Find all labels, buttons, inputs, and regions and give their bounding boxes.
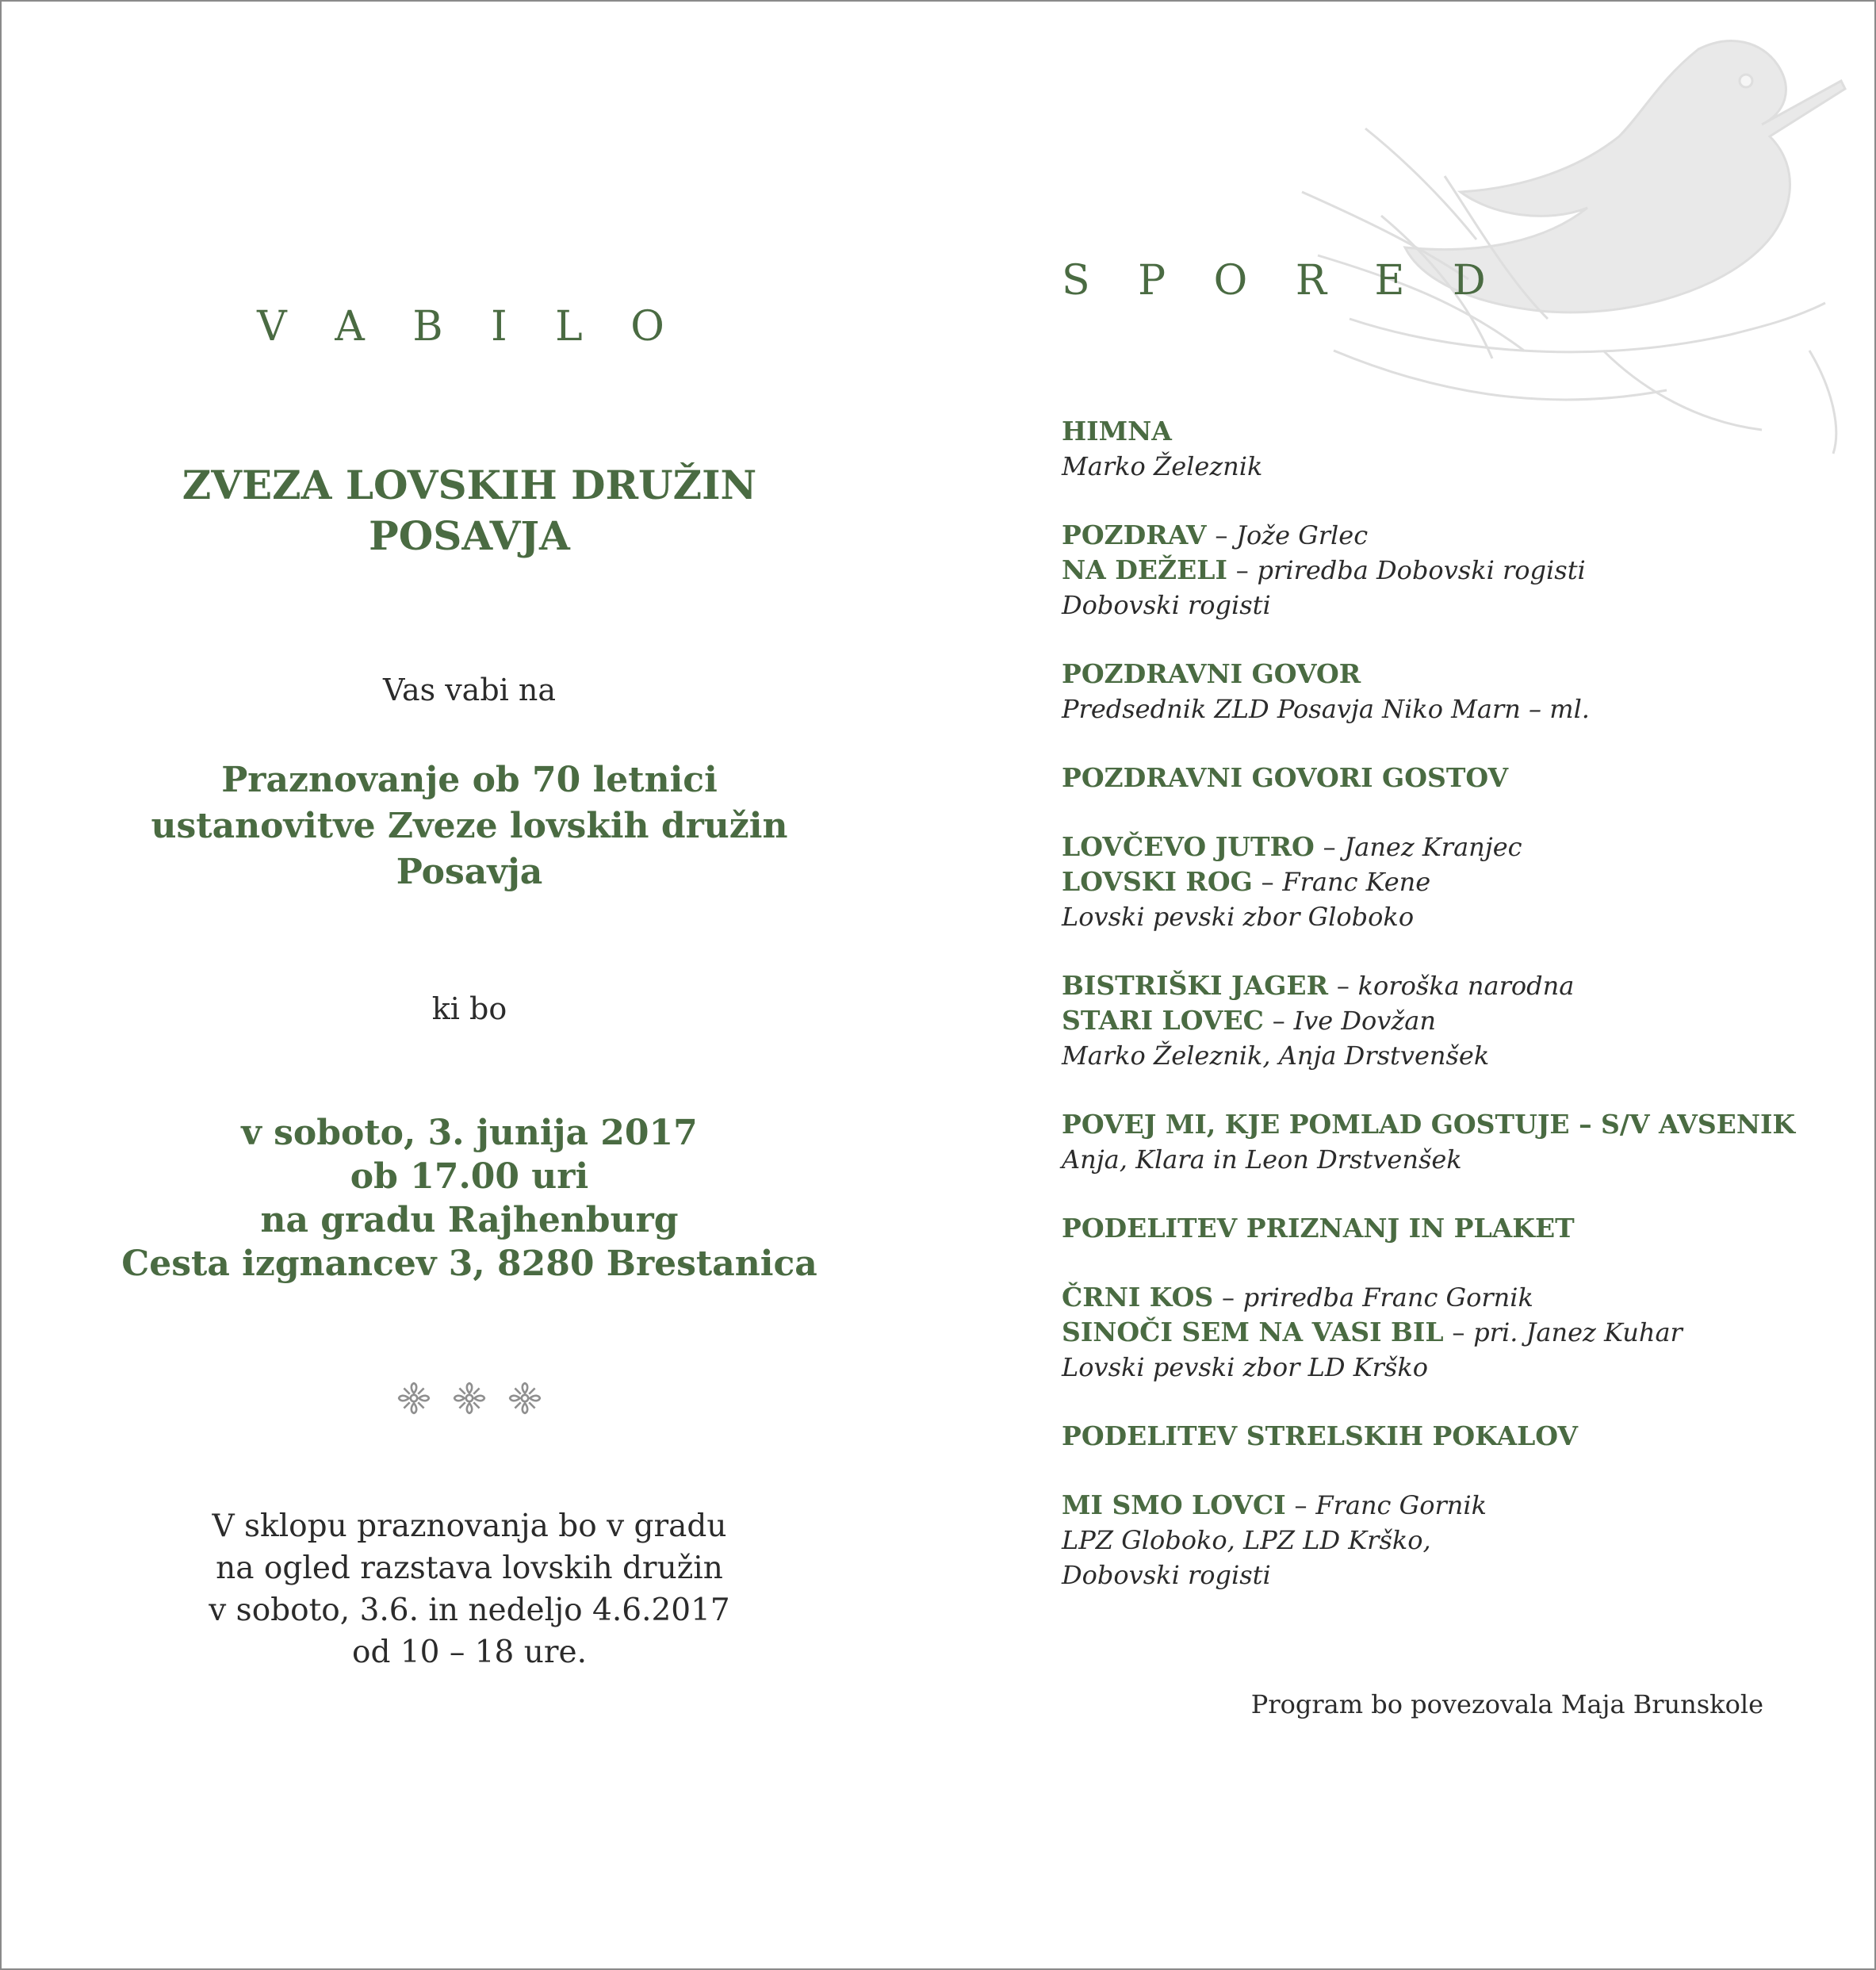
flower-ornament-icon [453, 1382, 486, 1415]
program-item-performer: Marko Železnik [1062, 451, 1263, 481]
event-date: v soboto, 3. junija 2017 [241, 1113, 698, 1153]
program-line [1062, 761, 1823, 795]
exhibition-line: V sklopu praznovanja bo v gradu [212, 1508, 727, 1544]
program-line [1062, 1142, 1823, 1177]
ki-bo-text: ki bo [431, 991, 507, 1026]
program-item-performer: Lovski pevski zbor Globoko [1062, 902, 1415, 932]
program-item-title: NA DEŽELI [1062, 554, 1227, 585]
program-item-title: LOVČEVO JUTRO [1062, 831, 1315, 862]
program-item-title: POZDRAVNI GOVOR [1062, 658, 1361, 689]
exhibition-line: na ogled razstava lovskih družin [216, 1550, 723, 1586]
program-separator: – [1221, 1282, 1235, 1313]
program-host: Program bo povezovala Maja Brunskole [1250, 1689, 1763, 1719]
program-entry [1062, 518, 1823, 623]
program-item-title: PODELITEV STRELSKIH POKALOV [1062, 1420, 1579, 1451]
program-separator: – [1215, 520, 1228, 550]
program-item-author: Franc Kene [1282, 867, 1431, 897]
program-item-title: SINOČI SEM NA VASI BIL [1062, 1317, 1444, 1347]
event-address: Cesta izgnancev 3, 8280 Brestanica [121, 1244, 817, 1284]
exhibition-line: v soboto, 3.6. in nedeljo 4.6.2017 [209, 1592, 730, 1628]
program-item-author: Ive Dovžan [1293, 1006, 1436, 1036]
program-list [1062, 414, 1823, 1627]
event-line: Posavja [396, 852, 543, 892]
woodcock-bird-watermark [1286, 17, 1873, 462]
program-item-performer: LPZ Globoko, LPZ LD Krško, [1062, 1525, 1431, 1555]
program-line [1062, 1107, 1823, 1142]
program-line [1062, 1315, 1823, 1350]
program-item-title: BISTRIŠKI JAGER [1062, 970, 1328, 1001]
program-line [1062, 1280, 1823, 1315]
program-item-title: MI SMO LOVCI [1062, 1489, 1286, 1520]
program-line [1062, 1419, 1823, 1454]
program-entry [1062, 761, 1823, 795]
event-venue: na gradu Rajhenburg [260, 1200, 679, 1240]
program-line [1062, 830, 1823, 864]
exhibition-note [121, 1505, 818, 1673]
program-separator: – [1235, 555, 1249, 585]
program-separator: – [1336, 971, 1350, 1001]
event-title [121, 757, 818, 895]
program-item-title: HIMNA [1062, 416, 1172, 447]
program-entry [1062, 1107, 1823, 1177]
program-item-performer: Dobovski rogisti [1062, 590, 1271, 620]
program-entry [1062, 968, 1823, 1073]
program-line [1062, 864, 1823, 899]
program-separator: – [1261, 867, 1274, 897]
program-entry [1062, 1280, 1823, 1385]
program-entry [1062, 1211, 1823, 1246]
invitation-title: V A B I L O [257, 303, 682, 351]
program-line [1062, 449, 1823, 484]
program-item-author: koroška narodna [1357, 971, 1575, 1001]
event-date-location [121, 1111, 818, 1286]
organization-line: ZVEZA LOVSKIH DRUŽIN [182, 462, 757, 508]
program-line [1062, 1523, 1823, 1558]
program-line [1062, 414, 1823, 449]
program-line [1062, 968, 1823, 1003]
program-item-title: STARI LOVEC [1062, 1005, 1264, 1036]
program-separator: – [1294, 1490, 1307, 1520]
program-item-author: Janez Kranjec [1344, 832, 1522, 862]
program-line [1062, 553, 1823, 588]
program-separator: – [1272, 1006, 1285, 1036]
program-line [1062, 692, 1823, 726]
program-item-title: POVEJ MI, KJE POMLAD GOSTUJE – S/V AVSENIK [1062, 1109, 1796, 1140]
program-line [1062, 1003, 1823, 1038]
program-separator: – [1452, 1317, 1465, 1347]
program-entry [1062, 414, 1823, 484]
program-item-author: priredba Dobovski rogisti [1257, 555, 1586, 585]
flower-ornament-icon [397, 1382, 431, 1415]
program-line [1062, 1211, 1823, 1246]
program-entry [1062, 1488, 1823, 1592]
program-line [1062, 899, 1823, 934]
program-item-title: PODELITEV PRIZNANJ IN PLAKET [1062, 1213, 1575, 1244]
program-entry [1062, 830, 1823, 934]
program-line [1062, 1038, 1823, 1073]
program-item-title: ČRNI KOS [1062, 1282, 1214, 1313]
program-line [1062, 1558, 1823, 1592]
program-line [1062, 588, 1823, 623]
ornament-divider [121, 1382, 818, 1415]
organization-name [121, 460, 818, 561]
program-line [1062, 657, 1823, 692]
program-item-title: LOVSKI ROG [1062, 866, 1253, 897]
program-item-performer: Lovski pevski zbor LD Krško [1062, 1352, 1428, 1382]
program-item-performer: Dobovski rogisti [1062, 1560, 1271, 1590]
event-time: ob 17.00 uri [350, 1156, 589, 1197]
program-entry [1062, 657, 1823, 726]
exhibition-line: od 10 – 18 ure. [351, 1635, 588, 1670]
flower-ornament-icon [508, 1382, 542, 1415]
event-line: Praznovanje ob 70 letnici [221, 760, 718, 800]
invites-text: Vas vabi na [383, 673, 556, 707]
program-item-author: pri. Janez Kuhar [1473, 1317, 1683, 1347]
program-title: S P O R E D [1062, 257, 1503, 305]
program-separator: – [1323, 832, 1336, 862]
program-line [1062, 1488, 1823, 1523]
program-item-author: priredba Franc Gornik [1242, 1282, 1533, 1313]
program-item-title: POZDRAV [1062, 519, 1207, 550]
program-item-author: Jože Grlec [1236, 520, 1369, 550]
program-item-performer: Anja, Klara in Leon Drstvenšek [1062, 1144, 1462, 1175]
organization-line: POSAVJA [369, 512, 570, 559]
program-line [1062, 518, 1823, 553]
program-item-performer: Marko Železnik, Anja Drstvenšek [1062, 1041, 1490, 1071]
event-line: ustanovitve Zveze lovskih družin [151, 806, 788, 846]
program-item-title: POZDRAVNI GOVORI GOSTOV [1062, 762, 1509, 793]
program-item-author: Franc Gornik [1315, 1490, 1487, 1520]
program-line [1062, 1350, 1823, 1385]
program-item-performer: Predsednik ZLD Posavja Niko Marn – ml. [1062, 694, 1590, 724]
program-entry [1062, 1419, 1823, 1454]
